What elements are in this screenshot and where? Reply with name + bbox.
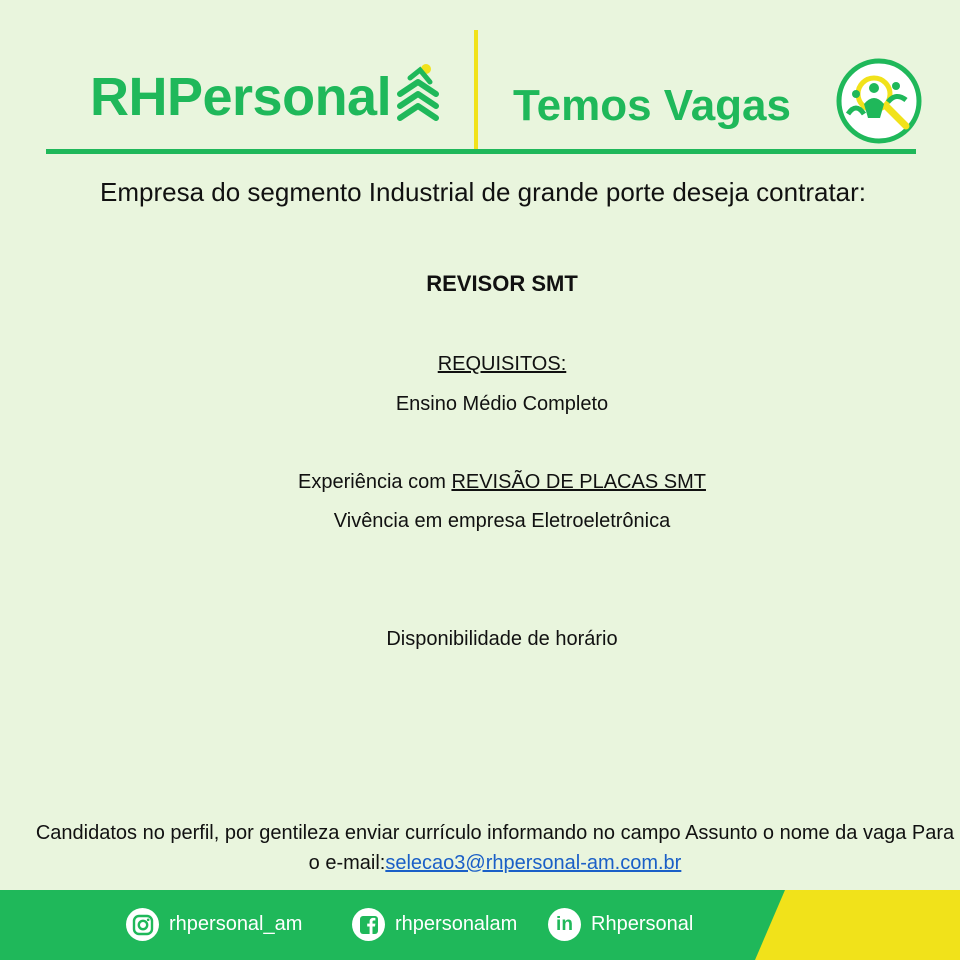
requirement-education: Ensino Médio Completo [395,393,609,415]
linkedin-icon: in [548,908,581,941]
requirement-background: Vivência em empresa Eletroeletrônica [333,510,671,532]
brand-logo-text: RHPersonal [90,67,392,127]
header-title: Temos Vagas [513,81,791,130]
requirements-heading: REQUISITOS: [437,353,567,375]
chevron-person-icon [396,62,440,128]
header-divider [474,30,478,152]
social-instagram[interactable] [126,908,302,941]
experience-highlight: REVISÃO DE PLACAS SMT [451,471,706,493]
social-bar [0,890,960,960]
job-title: REVISOR SMT [426,271,578,296]
experience-prefix: Experiência com [298,471,452,493]
apply-text: Candidatos no perfil, por gentileza enviar currículo informando no campo Assunto o nome da vaga Para o e-mail: [35,822,955,874]
email-link[interactable]: selecao3@rhpersonal-am.com.br [385,852,682,874]
apply-instructions [30,818,960,878]
instagram-icon [126,908,159,941]
social-facebook[interactable] [352,908,517,941]
requirement-experience [0,471,960,494]
instagram-handle: rhpersonal_am [169,913,303,935]
bottom-accent [755,890,960,960]
facebook-icon [352,908,385,941]
intro-text: Empresa do segmento Industrial de grande porte deseja contratar: [100,177,867,207]
facebook-handle: rhpersonalam [395,913,518,935]
social-linkedin[interactable] [548,908,693,941]
linkedin-handle: Rhpersonal [591,913,694,935]
header [0,0,960,160]
requirement-availability: Disponibilidade de horário [386,628,618,650]
header-underline [46,149,916,154]
recruitment-search-icon [836,58,922,144]
